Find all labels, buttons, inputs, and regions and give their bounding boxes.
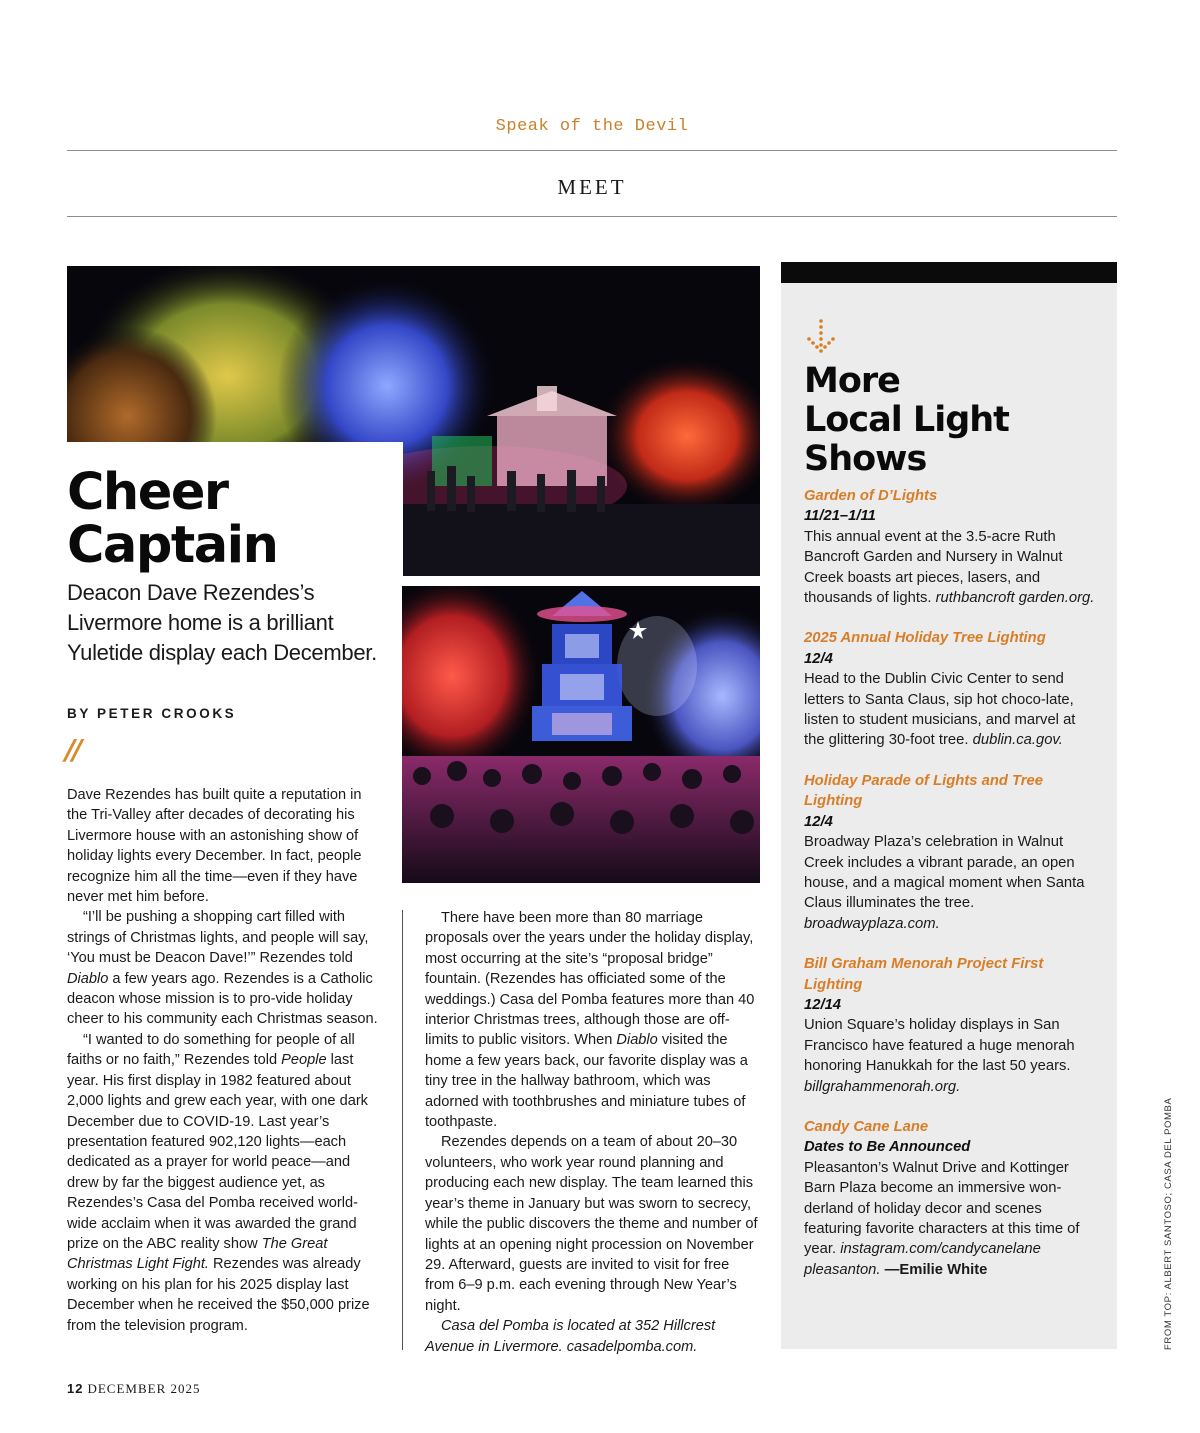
column-divider <box>402 910 403 1350</box>
photo-pyramid-display <box>402 586 760 883</box>
arrow-down-icon <box>806 318 836 354</box>
event-name: Candy Cane Lane <box>804 1118 929 1135</box>
paragraph: “I wanted to do something for people of all faiths or no faith,” Rezendes told People last year. His first display in 1982 featured about 2,000 lights and grew each year, with one dark December due to COVID-19. Last year’s presentation featured 902,120 lights—each dedicated as a prayer for world peace—and drew by far the biggest audience yet, as Rezendes’s Casa del Pomba received world-wide acclaim when it was awarded the grand prize on the ABC reality show The Great Christmas Light Fight. Rezendes was already working on his plan for his 2025 display last December when he received the $50,000 prize from the television program. <box>67 1031 370 1334</box>
event-date: 12/4 <box>804 813 833 830</box>
event-item <box>804 628 1100 750</box>
author-credit: —Emilie White <box>880 1261 988 1278</box>
article-dek: Deacon Dave Rezendes’s Livermore home is a brilliant Yuletide display each December. <box>67 580 377 665</box>
page-folio <box>67 1381 201 1397</box>
sidebar-top-bar <box>781 262 1117 283</box>
section-label: MEET <box>557 175 627 199</box>
byline: BY PETER CROOKS <box>67 706 237 721</box>
event-date: Dates to Be Announced <box>804 1139 971 1156</box>
event-link[interactable]: broadwayplaza.com. <box>804 915 940 932</box>
body-column-left <box>67 785 385 1336</box>
sidebar-title <box>804 362 1104 479</box>
event-date: 12/14 <box>804 996 842 1013</box>
photo-credit: FROM TOP: ALBERT SANTOSO; CASA DEL POMBA <box>1163 1097 1174 1350</box>
article-headline <box>67 463 397 575</box>
event-description: Union Square’s holiday displays in San Francisco have featured a huge menorah honoring Hanukkah for the last 50 years. billgrahammenorah.org. <box>804 1017 1075 1095</box>
events-list <box>804 486 1100 1300</box>
sidebar-title-line: Local Light <box>804 400 1009 440</box>
event-item <box>804 486 1100 608</box>
top-rule <box>67 150 1117 151</box>
ornament-slashes: // <box>65 733 80 766</box>
event-name: Garden of D’Lights <box>804 488 938 504</box>
sidebar-title-line: More <box>804 361 900 401</box>
section-rule <box>67 216 1117 217</box>
headline-line: Cheer <box>67 463 228 522</box>
sidebar-title-line: Shows <box>804 439 927 479</box>
event-date: 11/21–1/11 <box>804 508 876 525</box>
headline-line: Captain <box>67 516 278 575</box>
page-number: 12 <box>67 1381 84 1396</box>
body-column-middle <box>425 908 761 1357</box>
event-description: Head to the Dublin Civic Center to send letters to Santa Claus, sip hot choco-late, listen to student musicians, and marvel at the glittering 30-foot tree. dublin.ca.gov. <box>804 671 1076 749</box>
paragraph: Dave Rezendes has built quite a reputation in the Tri-Valley after decades of decorating his Livermore house with an astonishing show of holiday lights every December. In fact, people recognize him all the time—even if they have never met him before. <box>67 787 362 906</box>
event-description: This annual event at the 3.5-acre Ruth Bancroft Garden and Nursery in Walnut Creek boasts art pieces, lasers, and thousands of lights. ruthbancroft garden.org. <box>804 528 1095 607</box>
event-description: Broadway Plaza’s celebration in Walnut Creek includes a vibrant parade, an open house, and a magical moment when Santa Claus illuminates the tree. broadwayplaza.com. <box>804 834 1085 932</box>
section-kicker: Speak of the Devil <box>495 117 689 136</box>
event-link[interactable]: ruthbancroft garden.org. <box>935 590 1095 607</box>
paragraph: “I’ll be pushing a shopping cart filled with strings of Christmas lights, and people will say, ‘You must be Deacon Dave!’” Rezendes told Diablo a few years ago. Rezendes is a Catholic deacon whose mission is to pro-vide holiday cheer to his community each Christmas season. <box>67 909 378 1028</box>
event-name: Holiday Parade of Lights and Tree Lighting <box>804 772 1043 810</box>
event-item <box>804 954 1100 1097</box>
event-link[interactable]: billgrahammenorah.org. <box>804 1078 961 1095</box>
paragraph: Rezendes depends on a team of about 20–30 volunteers, who work year round planning and producing each new display. The team learned this year’s theme in January but was sworn to secrecy, while the public discovers the theme and number of lights at an opening night procession on November 29. Afterward, guests are invited to visit for free from 6–9 p.m. each evening through New Year’s night. <box>425 1134 758 1314</box>
event-item <box>804 771 1100 934</box>
event-date: 12/4 <box>804 650 833 667</box>
event-name: Bill Graham Menorah Project First Lighting <box>804 956 1044 993</box>
event-description: Pleasanton’s Walnut Drive and Kottinger Barn Plaza become an immersive won-derland of holiday decor and scenes featuring favorite characters at this time of year. instagram.com/candycanelane pleasanton. —Emilie White <box>804 1159 1080 1278</box>
event-link[interactable]: dublin.ca.gov. <box>972 732 1063 749</box>
paragraph: There have been more than 80 marriage proposals over the years under the holiday display, most occurring at the site’s “proposal bridge” fountain. (Rezendes has officiated some of the weddings.) Casa del Pomba features more than 40 interior Christmas trees, although those are off-limits to public visitors. When Diablo visited the home a few years back, our favorite display was a tiny tree in the hallway bathroom, which was adorned with toothbrushes and miniature tubes of toothpaste. <box>425 910 755 1131</box>
event-item <box>804 1117 1100 1280</box>
event-link[interactable]: instagram.com/candycanelane pleasanton. <box>804 1241 1041 1278</box>
issue-date: DECEMBER 2025 <box>87 1381 201 1396</box>
location-note: Casa del Pomba is located at 352 Hillcrest Avenue in Livermore. casadelpomba.com. <box>425 1318 716 1355</box>
event-name: 2025 Annual Holiday Tree Lighting <box>804 630 1046 647</box>
